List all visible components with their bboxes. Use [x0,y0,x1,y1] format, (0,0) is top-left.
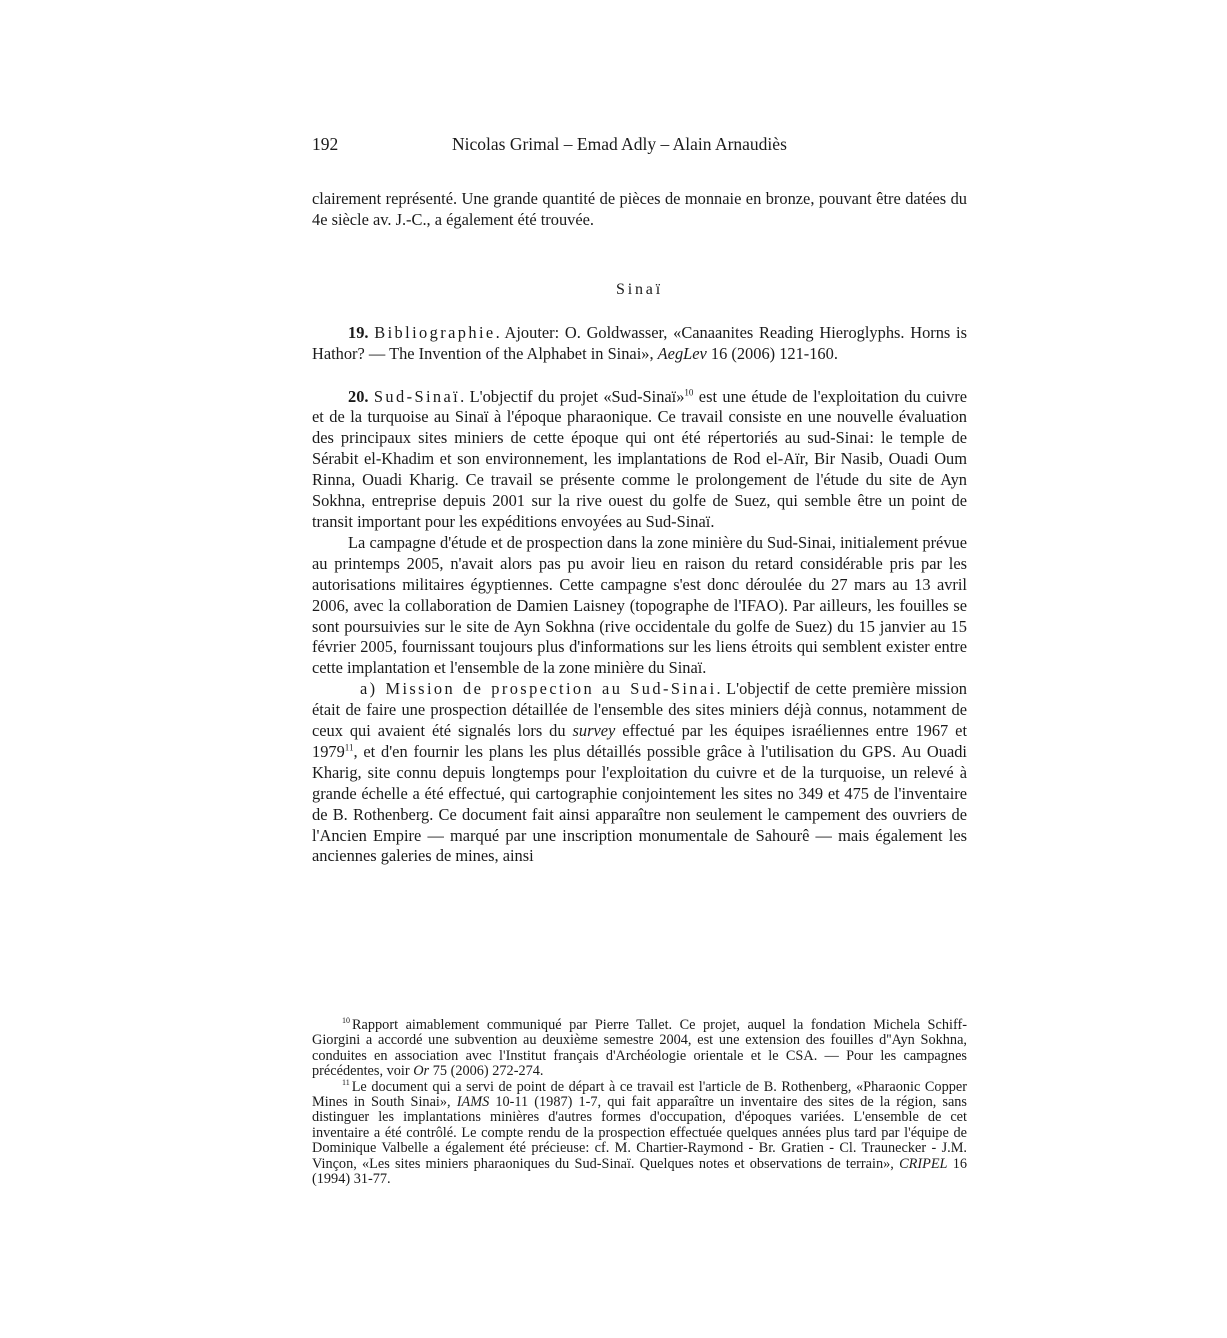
footnote-mark: 10 [342,1016,350,1026]
footnote-text-end: 16 (1994) 31-77. [312,1155,967,1188]
entry-20 [312,387,967,533]
footnote-mark: 11 [342,1077,350,1087]
entry-number: 19. [348,322,369,342]
journal-title: CRIPEL [899,1155,948,1172]
footnote-11 [312,1077,968,1188]
mission-text: . L'objectif de cette première mission était de faire une prospection détaillée de l'ensemble des sites miniers déjà connus, notamment de ceux qui avaient été signalés lors du [312,679,967,741]
italic-term: survey [572,721,616,741]
section-heading: Sinaï [616,280,663,298]
footnote-ref-10[interactable]: 10 [684,387,694,398]
body-text [312,189,967,867]
page-body [312,134,967,867]
continuation-paragraph: clairement représenté. Une grande quantité de pièces de monnaie en bronze, pouvant être datées du 4e siècle av. J.-C., a également été trouvée. [312,189,967,229]
page-number: 192 [312,134,339,154]
entry-text: . Ajouter: O. Goldwasser, «Canaanites Reading Hieroglyphs. Horns is Hathor? — The Invention of the Alphabet in Sinai», [312,322,967,363]
footnote-10 [312,1018,967,1080]
entry-text-end: 16 (2006) 121-160. [706,343,838,363]
mission-text-end: , et d'en fournir les plans les plus détaillés possible grâce à l'utilisation du GPS. Au Ouadi Kharig, site connu depuis longtemps pour l'exploitation du cuivre et de la turquoise, un relevé à grande échelle a été effectué, qui cartographie conjointement les sites no 349 et 475 de l'inventaire de B. Rothenberg. Ce document fait ainsi apparaître non seulement le campement des ouvriers de l'Ancien Empire — marqué par une inscription monumentale de Sahourê — mais également les anciennes galeries de mines, ainsi [312,741,967,866]
journal-title: AegLev [657,343,707,363]
footnote-text: Rapport aimablement communiqué par Pierre Tallet. Ce projet, auquel la fondation Michela Schiff-Giorgini a accordé une subvention au deuxième semestre 2004, est une extension des fouilles d''Ayn Sokhna, conduites en association avec l'Institut français d'Archéologie orientale et le CSA. — Pour les campagnes précédentes, voir [312,1017,967,1080]
footnote-text: Le document qui a servi de point de départ à ce travail est l'article de B. Rothenberg, «Pharaonic Copper Mines in South Sinai», [312,1078,967,1111]
campaign-paragraph: La campagne d'étude et de prospection dans la zone minière du Sud-Sinai, initialement prévue au printemps 2005, n'avait alors pas pu avoir lieu en raison du retard considérable pris par les autorisations militaires égyptiennes. Cette campagne s'est donc déroulée du 27 mars au 13 avril 2006, avec la collaboration de Damien Laisney (topographe de l'IFAO). Par ailleurs, les fouilles se sont poursuivies sur le site de Ayn Sokhna (rive occidentale du golfe de Suez) du 15 janvier au 15 février 2005, fournissant toujours plus d'informations sur les liens étroits qui semblent exister entre cette implantation et l'ensemble de la zone minière du Sinaï. [312,532,967,678]
entry-heading: Bibliographie [374,322,496,342]
running-head [312,134,967,160]
entry-number: 20. [348,386,369,406]
journal-title: Or [413,1063,430,1080]
footnotes [312,1018,967,1187]
footnote-ref-11[interactable]: 11 [344,742,354,753]
mission-paragraph [312,679,967,867]
entry-19 [312,323,967,365]
footnote-text-end: 75 (2006) 272-274. [429,1063,544,1080]
mission-text-middle: effectué par les équipes israéliennes entre 1967 et 1979 [312,721,967,761]
journal-title: IAMS [456,1094,490,1111]
entry-text-end: est une étude de l'exploitation du cuivre et de la turquoise au Sinaï à l'époque pharaonique. Ce travail consiste en une nouvelle évaluation des principaux sites miniers de cette époque qui ont été répertoriés au sud-Sinai: le temple de Sérabit el-Khadim et son environnement, les implantations de Rod el-Aïr, Bir Nasib, Ouadi Oum Rinna, Ouadi Kharig. Ce travail se présente comme le prolongement de l'étude du site de Ayn Sokhna, entreprise depuis 2001 sur la rive ouest du golfe de Suez, qui semble être un point de transit important pour les expéditions envoyées au Sud-Sinaï. [312,386,967,531]
footnote-text-middle: 10-11 (1987) 1-7, qui fait apparaître un inventaire des sites de la région, sans distinguer les implantations minières d'autres formes d'occupation, d'époques variées. L'ensemble de cet inventaire a été contrôlé. Le compte rendu de la prospection effectuée quelques années plus tard par l'équipe de Dominique Valbelle a également été précieuse: cf. M. Chartier-Raymond - Br. Gratien - Cl. Traunecker - J.M. Vinçon, «Les sites miniers pharaoniques du Sud-Sinaï. Quelques notes et observations de terrain», [312,1094,968,1172]
entry-heading: Sud-Sinaï [373,386,461,406]
running-title: Nicolas Grimal – Emad Adly – Alain Arnaudiès [452,134,787,154]
entry-text: . L'objectif du projet «Sud-Sinaï» [460,386,685,406]
subsection-heading: a) Mission de prospection au Sud-Sinai [360,679,717,699]
